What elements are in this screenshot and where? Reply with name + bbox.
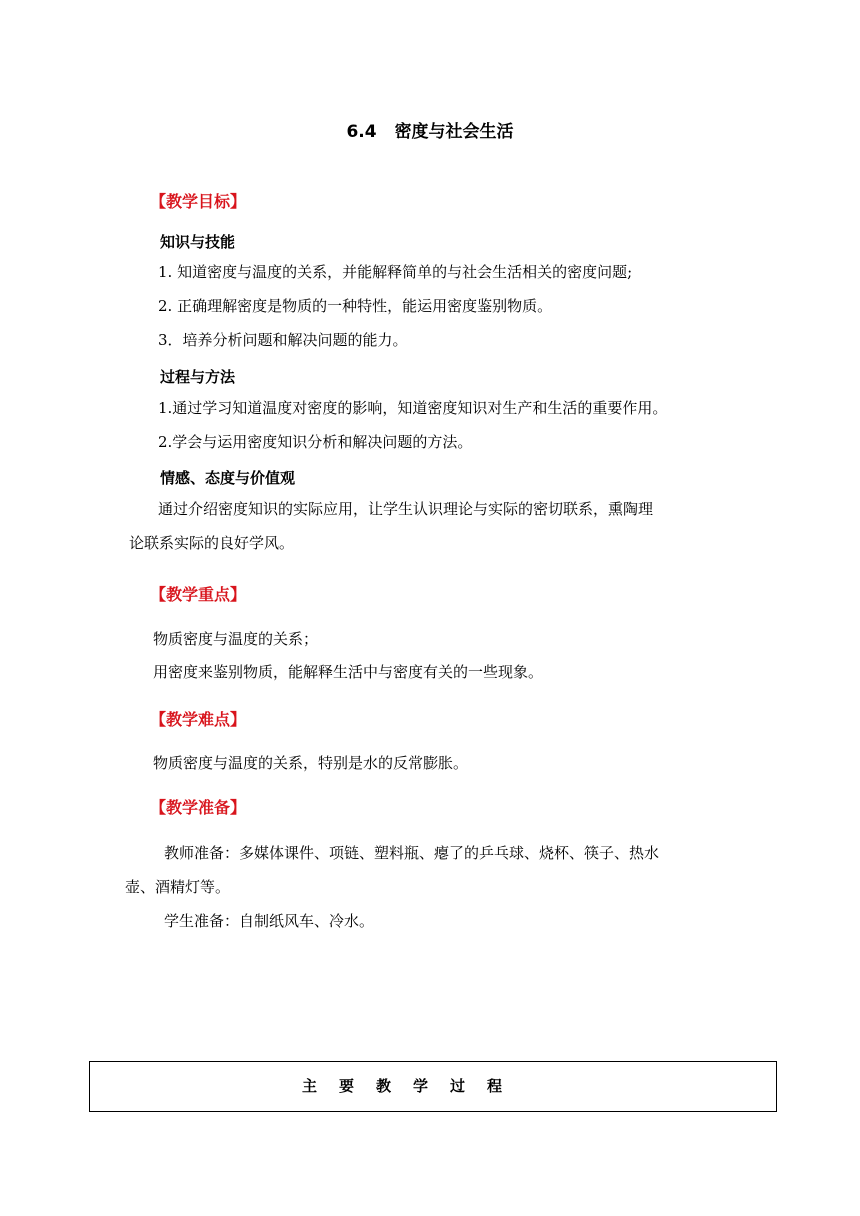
key-point-1: 物质密度与温度的关系； — [153, 630, 319, 648]
knowledge-item-2: 2. 正确理解密度是物质的一种特性，能运用密度鉴别物质。 — [158, 297, 553, 315]
teacher-prep-line-1: 教师准备：多媒体课件、项链、塑料瓶、瘪了的乒乓球、烧杯、筷子、热水 — [164, 844, 660, 862]
difficulties-heading: 【教学难点】 — [150, 710, 247, 729]
page-title — [0, 117, 860, 142]
knowledge-item-1: 1. 知道密度与温度的关系，并能解释简单的与社会生活相关的密度问题; — [158, 263, 633, 281]
process-item-1: 1.通过学习知道温度对密度的影响，知道密度知识对生产和生活的重要作用。 — [158, 399, 668, 417]
title-text: 密度与社会生活 — [394, 122, 514, 142]
student-prep: 学生准备：自制纸风车、冷水。 — [164, 912, 375, 930]
title-number: 6.4 — [346, 122, 377, 142]
objectives-heading: 【教学目标】 — [150, 192, 247, 211]
key-point-2: 用密度来鉴别物质，能解释生活中与密度有关的一些现象。 — [153, 663, 544, 681]
knowledge-item-3: 3．培养分析问题和解决问题的能力。 — [158, 331, 408, 349]
teacher-prep-line-2: 壶、酒精灯等。 — [125, 878, 231, 896]
main-process-box — [89, 1061, 777, 1112]
emotion-line-2: 论联系实际的良好学风。 — [129, 534, 295, 552]
emotion-heading: 情感、态度与价值观 — [160, 469, 296, 487]
knowledge-heading: 知识与技能 — [160, 233, 236, 251]
process-method-heading: 过程与方法 — [160, 368, 236, 386]
difficulties-text: 物质密度与温度的关系，特别是水的反常膨胀。 — [153, 754, 469, 772]
main-process-title: 主要教学过程 — [301, 1077, 524, 1095]
process-item-2: 2.学会与运用密度知识分析和解决问题的方法。 — [158, 433, 473, 451]
emotion-line-1: 通过介绍密度知识的实际应用，让学生认识理论与实际的密切联系，熏陶理 — [158, 500, 654, 518]
key-points-heading: 【教学重点】 — [150, 585, 247, 604]
preparation-heading: 【教学准备】 — [150, 798, 247, 817]
